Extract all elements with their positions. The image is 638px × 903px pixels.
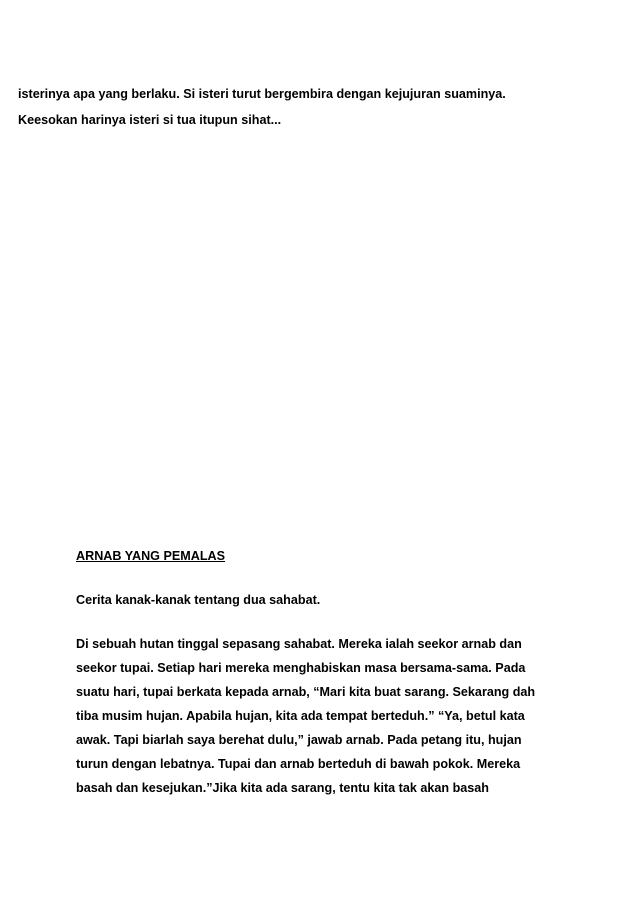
story-body-line: awak. Tapi biarlah saya berehat dulu,” jawab arnab. Pada petang itu, hujan xyxy=(76,733,522,747)
paragraph-line: Keesokan harinya isteri si tua itupun sihat... xyxy=(18,113,282,127)
story-body-line: seekor tupai. Setiap hari mereka menghabiskan masa bersama-sama. Pada xyxy=(76,661,526,675)
story-body-line: turun dengan lebatnya. Tupai dan arnab berteduh di bawah pokok. Mereka xyxy=(76,757,521,771)
story-title: ARNAB YANG PEMALAS xyxy=(76,549,226,563)
story-body-line: Di sebuah hutan tinggal sepasang sahabat. Mereka ialah seekor arnab dan xyxy=(76,637,522,651)
story-body-line: suatu hari, tupai berkata kepada arnab, “Mari kita buat sarang. Sekarang dah xyxy=(76,685,536,699)
story-body-line: tiba musim hujan. Apabila hujan, kita ada tempat berteduh.” “Ya, betul kata xyxy=(76,709,525,723)
paragraph-line: isterinya apa yang berlaku. Si isteri turut bergembira dengan kejujuran suaminya. xyxy=(18,87,506,101)
story-body-line: basah dan kesejukan.”Jika kita ada sarang, tentu kita tak akan basah xyxy=(76,781,489,795)
story-subtitle: Cerita kanak-kanak tentang dua sahabat. xyxy=(76,593,321,607)
